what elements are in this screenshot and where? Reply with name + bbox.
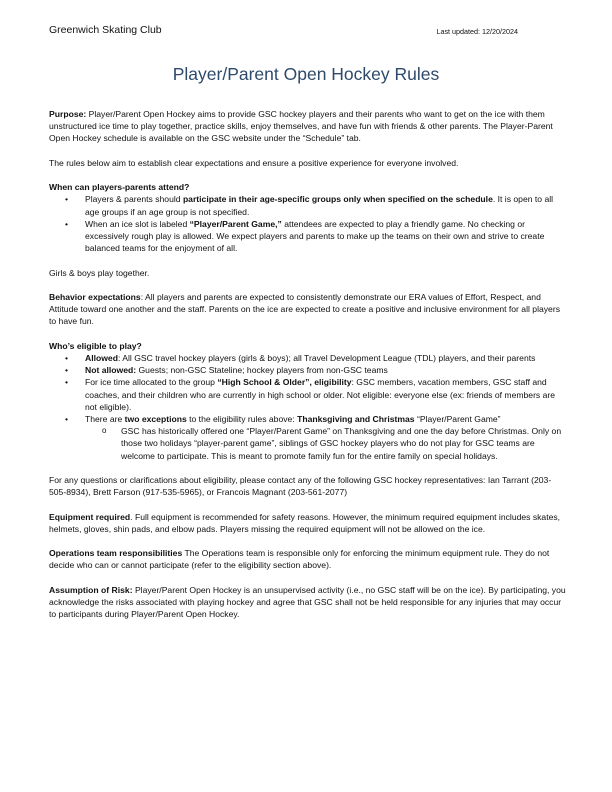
- purpose-paragraph: [49, 108, 567, 145]
- equipment-label: Equipment required: [49, 511, 131, 522]
- eligible-heading: Who’s eligible to play?: [49, 340, 142, 351]
- behavior-label: Behavior expectations: [49, 291, 141, 302]
- document-title: Player/Parent Open Hockey Rules: [172, 64, 440, 84]
- list-item: • Players & parents should participate in their age-specific groups only when specified on the schedule. It is open to all age groups if an age group is not specified.: [82, 193, 567, 217]
- risk-paragraph: Assumption of Risk: Player/Parent Open Hockey is an unsupervised activity (i.e., no GSC staff will be on the ice). By participating, you acknowledge the risks associated with playing hockey and agree that GSC shall not be held responsible for any injuries that may occur to participants during Player/Parent Open Hockey.: [49, 584, 566, 620]
- when-list: [49, 193, 567, 254]
- operations-label: Operations team responsibilities: [49, 548, 183, 559]
- girls-boys-paragraph: Girls & boys play together.: [49, 267, 150, 278]
- when-heading: When can players-parents attend?: [49, 182, 190, 193]
- risk-label: Assumption of Risk:: [49, 584, 133, 595]
- list-item: • Not allowed: Guests; non-GSC Stateline; hockey players from non-GSC teams: [82, 364, 567, 376]
- list-item: • Allowed: All GSC travel hockey players (girls & boys); all Travel Development League (TDL) players, and their parents: [82, 352, 567, 364]
- last-updated: Last updated: 12/20/2024: [436, 27, 518, 36]
- purpose-label: Purpose:: [49, 109, 87, 119]
- document-body: [49, 108, 567, 633]
- behavior-paragraph: Behavior expectations: All players and parents are expected to consistently demonstrate our ERA values of Effort, Respect, and Attitude toward one another and the staff. Parents on the ice are expected to create a positive and inclusive environment for all players to have fun.: [49, 291, 560, 327]
- exceptions-sublist: [85, 425, 567, 462]
- list-item: o GSC has historically offered one “Player/Parent Game” on Thanksgiving and one the day before Christmas. Only on those two holidays “player-parent game”, siblings of GSC hockey players who do not play for GSC teams are welcome to participate. This is meant to promote family fun for the entire family on special holidays.: [121, 425, 567, 462]
- contact-paragraph: For any questions or clarifications about eligibility, please contact any of the following GSC hockey representatives: Ian Tarrant (203-505-8934), Brett Farson (917-535-5965), or Francois Magnant (203-561-2077): [49, 475, 552, 498]
- list-item: • For ice time allocated to the group “High School & Older”, eligibility: GSC members, vacation members, GSC staff and coaches, and their children who are currently in high school or older. Not eligible: everyone else (ex: friends of members are not eligible).: [82, 376, 567, 413]
- equipment-paragraph: Equipment required. Full equipment is recommended for safety reasons. However, the minimum required equipment includes skates, helmets, gloves, shin pads, and elbow pads. Players missing the required equipment will not be allowed on the ice.: [49, 511, 561, 534]
- operations-paragraph: Operations team responsibilities The Operations team is responsible only for enforcing the minimum equipment rule. They do not decide who can or cannot participate (refer to the eligibility section above).: [49, 548, 550, 571]
- list-item: • When an ice slot is labeled “Player/Parent Game,” attendees are expected to play a friendly game. No checking or excessively rough play is allowed. We expect players and parents to make up the teams on their own and strive to create balanced teams for the enjoyment of all.: [82, 218, 567, 255]
- list-item: • There are two exceptions to the eligibility rules above: Thanksgiving and Christmas “Player/Parent Game” o GSC has historically offered one “Player/Parent Game” on Thanksgiving and one the day before Christmas. Only on those two holidays “player-parent game”, siblings of GSC hockey players who do not play for GSC teams are welcome to participate. This is meant to promote family fun for the entire family on special holidays.: [82, 413, 567, 462]
- purpose-text: Player/Parent Open Hockey aims to provide GSC hockey players and their parents who want to get on the ice with them unstructured ice time to play together, practice skills, enjoy themselves, and have fun with friends & other parents. The Player-Parent Open Hockey schedule is available on the GSC website under the “Schedule” tab.: [49, 109, 553, 144]
- intro-paragraph: The rules below aim to establish clear expectations and ensure a positive experience for everyone involved.: [49, 157, 459, 168]
- eligible-list: [49, 352, 567, 462]
- club-name: Greenwich Skating Club: [49, 24, 162, 36]
